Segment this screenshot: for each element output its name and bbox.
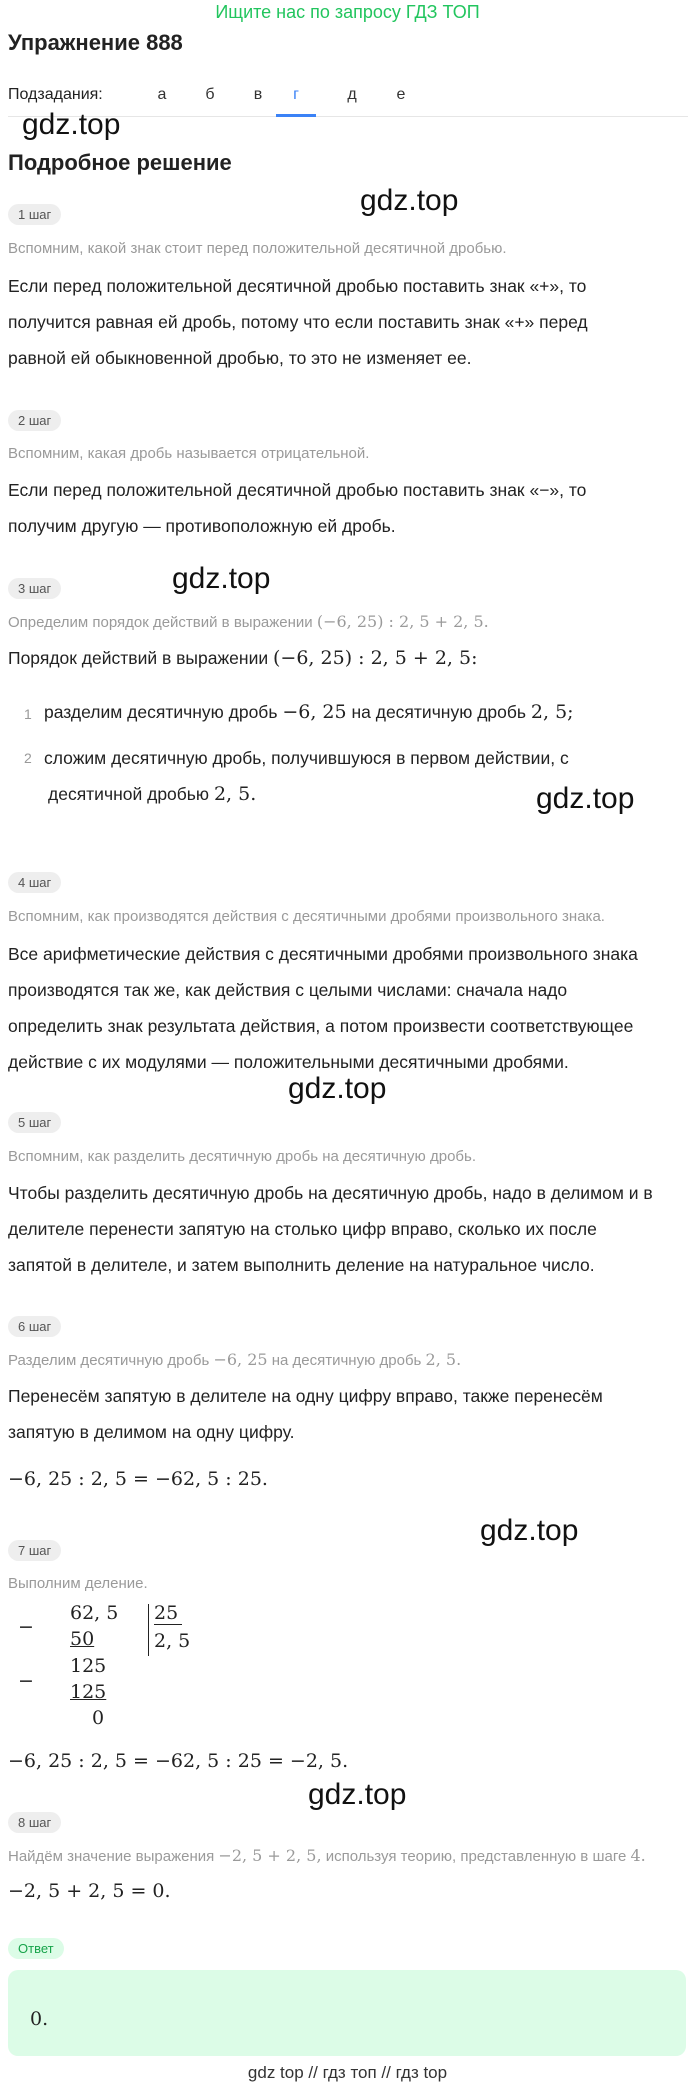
formula: −2, 5 + 2, 5 = 0.	[8, 1880, 171, 1902]
tab-a[interactable]: а	[157, 86, 167, 103]
tab-g[interactable]: г	[276, 84, 316, 117]
long-division	[8, 1600, 308, 1730]
step-hint: Выполним деление.	[8, 1575, 148, 1592]
step-hint: Вспомним, какая дробь называется отрицательной.	[8, 445, 370, 462]
division-minus: −	[18, 1616, 34, 1638]
step-badge: 4 шаг	[8, 872, 61, 893]
division-dividend: 62, 5	[70, 1602, 119, 1624]
division-remainder: 125	[70, 1655, 107, 1677]
subtasks-label: Подзадания:	[8, 86, 103, 103]
division-vertical-line	[148, 1604, 149, 1656]
formula: −6, 25 : 2, 5 = −62, 5 : 25 = −2, 5.	[8, 1750, 349, 1772]
step-text: Если перед положительной десятичной дробью поставить знак «+», то получится равная ей дробь, потому что если поставить знак «+» перед равной ей обыкновенной дробью, то это не изменяет ее.	[8, 276, 588, 368]
exercise-title: Упражнение 888	[8, 30, 183, 55]
division-quotient: 2, 5	[154, 1630, 191, 1652]
tab-b[interactable]: б	[205, 86, 215, 103]
step-text: Чтобы разделить десятичную дробь на десятичную дробь, надо в делимом и в делителе перенести запятую на столько цифр вправо, сколько их после запятой в делителе, и затем выполнить деление на натуральное число.	[8, 1183, 653, 1275]
watermark: gdz.top	[536, 782, 635, 815]
formula: −6, 25 : 2, 5 = −62, 5 : 25.	[8, 1468, 268, 1490]
footer-links[interactable]: gdz top // гдз топ // гдз top	[247, 2063, 448, 2082]
list-item: сложим десятичную дробь, получившуюся в первом действии, с десятичной дробью 2, 5.	[44, 748, 569, 805]
tab-d[interactable]: д	[347, 86, 357, 103]
tab-v[interactable]: в	[253, 86, 263, 103]
division-divisor: 25	[154, 1602, 182, 1625]
division-subtrahend: 125	[70, 1681, 107, 1703]
step-hint: Найдём значение выражения −2, 5 + 2, 5, используя теорию, представленную в шаге 4.	[8, 1846, 646, 1865]
watermark: gdz.top	[308, 1778, 407, 1811]
step-badge: 2 шаг	[8, 410, 61, 431]
tab-e[interactable]: е	[396, 86, 406, 103]
answer-value: 0.	[30, 2008, 49, 2030]
watermark: gdz.top	[480, 1514, 579, 1547]
watermark: gdz.top	[172, 562, 271, 595]
watermark: gdz.top	[360, 184, 459, 217]
answer-box	[8, 1970, 686, 2056]
step-badge: 8 шаг	[8, 1812, 61, 1833]
step-text: Все арифметические действия с десятичными дробями произвольного знака производятся так же, как действия с целыми числами: сначала надо определить знак результата действия, а потом произвести соответствующее действие с их модулями — положительными десятичными дробями.	[8, 944, 638, 1072]
step-hint: Вспомним, какой знак стоит перед положительной десятичной дробью.	[8, 240, 507, 257]
step-text: Перенесём запятую в делителе на одну цифру вправо, также перенесём запятую в делимом на одну цифру.	[8, 1386, 603, 1442]
step-text: Порядок действий в выражении (−6, 25) : 2, 5 + 2, 5:	[8, 647, 478, 669]
step-hint: Разделим десятичную дробь −6, 25 на десятичную дробь 2, 5.	[8, 1350, 462, 1369]
watermark: gdz.top	[288, 1072, 387, 1105]
step-hint: Определим порядок действий в выражении (−6, 25) : 2, 5 + 2, 5.	[8, 612, 489, 631]
top-banner: Ищите нас по запросу ГДЗ ТОП	[215, 2, 480, 22]
step-badge: 6 шаг	[8, 1316, 61, 1337]
list-number: 1	[24, 706, 32, 722]
division-remainder: 0	[92, 1707, 105, 1729]
answer-badge: Ответ	[8, 1938, 64, 1959]
step-badge: 7 шаг	[8, 1540, 61, 1561]
step-badge: 3 шаг	[8, 578, 61, 599]
list-item: разделим десятичную дробь −6, 25 на десятичную дробь 2, 5;	[44, 701, 574, 723]
step-badge: 5 шаг	[8, 1112, 61, 1133]
solution-title: Подробное решение	[8, 150, 232, 175]
step-text: Если перед положительной десятичной дробью поставить знак «−», то получим другую — противоположную ей дробь.	[8, 480, 587, 536]
watermark: gdz.top	[22, 108, 121, 141]
step-badge: 1 шаг	[8, 204, 61, 225]
division-minus: −	[18, 1670, 34, 1692]
step-hint: Вспомним, как разделить десятичную дробь на десятичную дробь.	[8, 1148, 476, 1165]
step-hint: Вспомним, как производятся действия с десятичными дробями произвольного знака.	[8, 908, 605, 925]
list-number: 2	[24, 750, 32, 766]
division-subtrahend: 50	[70, 1628, 95, 1650]
